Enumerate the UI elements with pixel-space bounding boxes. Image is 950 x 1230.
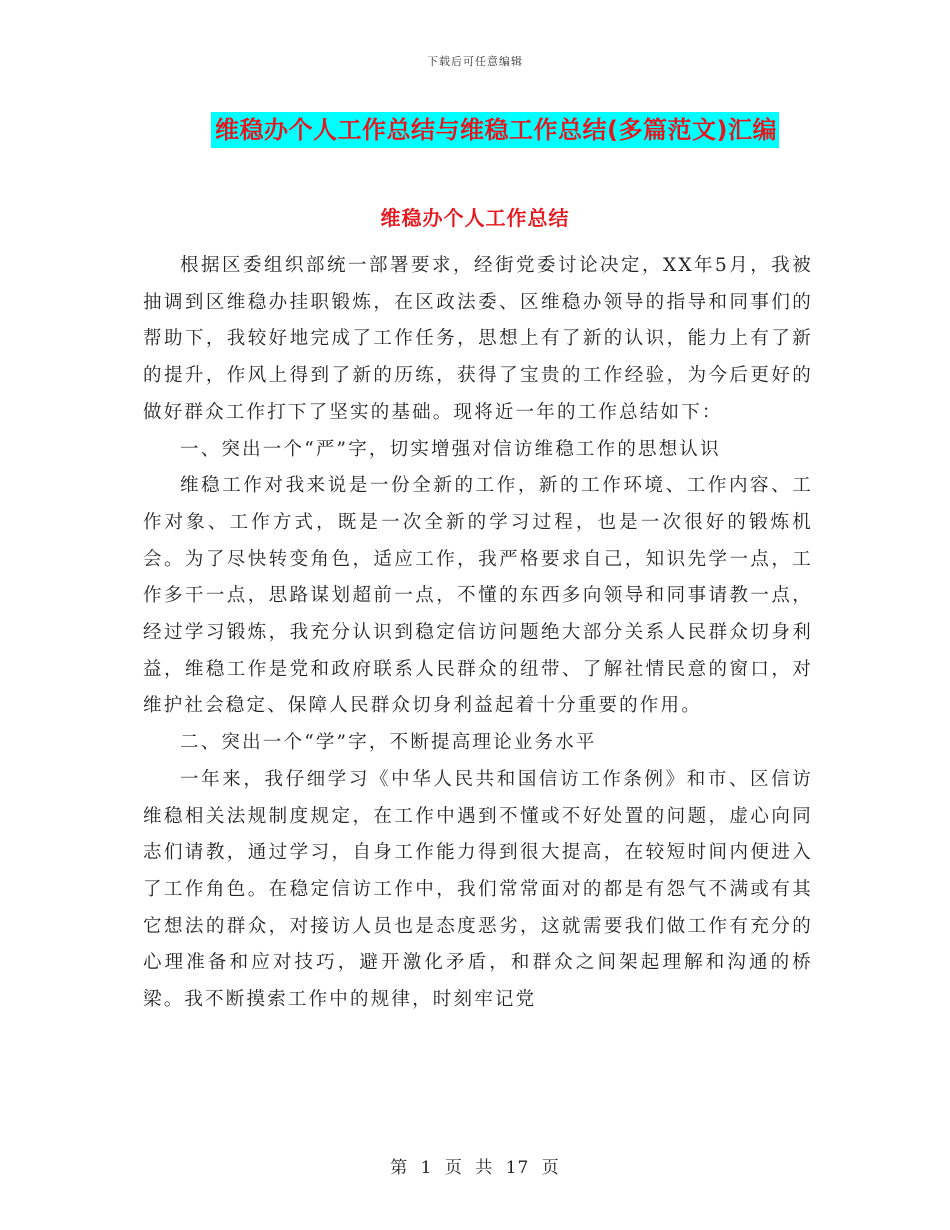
main-title-container xyxy=(0,112,950,148)
header-note: 下载后可任意编辑 xyxy=(427,55,523,68)
document-body xyxy=(143,248,813,1019)
section-title: 维稳办个人工作总结 xyxy=(380,206,570,230)
paragraph-section-2: 一年来，我仔细学习《中华人民共和国信访工作条例》和市、区信访维稳相关法规制度规定，在工作中遇到不懂或不好处置的问题，虚心向同志们请教，通过学习，自身工作能力得到很大提高，在较短时间内便进入了工作角色。在稳定信访工作中，我们常常面对的都是有怨气不满或有其它想法的群众，对接访人员也是态度恶劣，这就需要我们做工作有充分的心理准备和应对技巧，避开激化矛盾，和群众之间架起理解和沟通的桥梁。我不断摸索工作中的规律，时刻牢记党 xyxy=(143,768,813,1011)
paragraph-intro: 根据区委组织部统一部署要求，经街党委讨论决定，XX年5月，我被抽调到区维稳办挂职锻炼，在区政法委、区维稳办领导的指导和同事们的帮助下，我较好地完成了工作任务，思想上有了新的认识，能力上有了新的提升，作风上得到了新的历练，获得了宝贵的工作经验，为今后更好的做好群众工作打下了坚实的基础。现将近一年的工作总结如下： xyxy=(143,255,813,423)
page-number-footer: 第 1 页 共 17 页 xyxy=(390,1158,560,1178)
heading-section-1: 一、突出一个“严”字，切实增强对信访维稳工作的思想认识 xyxy=(180,438,721,460)
heading-section-2: 二、突出一个“学”字，不断提高理论业务水平 xyxy=(180,732,597,754)
paragraph-section-1: 维稳工作对我来说是一份全新的工作，新的工作环境、工作内容、工作对象、工作方式，既是一次全新的学习过程，也是一次很好的锻炼机会。为了尽快转变角色，适应工作，我严格要求自己，知识先学一点，工作多干一点，思路谋划超前一点，不懂的东西多向领导和同事请教一点，经过学习锻炼，我充分认识到稳定信访问题绝大部分关系人民群众切身利益，维稳工作是党和政府联系人民群众的纽带、了解社情民意的窗口，对维护社会稳定、保障人民群众切身利益起着十分重要的作用。 xyxy=(143,475,813,717)
document-main-title: 维稳办个人工作总结与维稳工作总结(多篇范文)汇编 xyxy=(211,112,779,148)
